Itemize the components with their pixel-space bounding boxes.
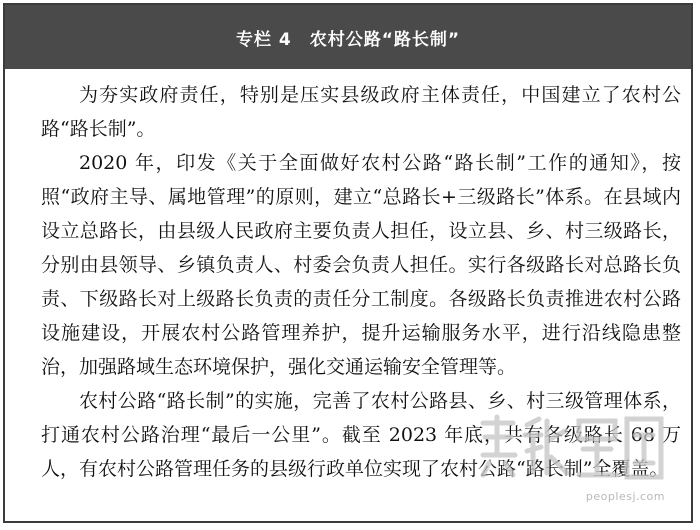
column-box — [3, 3, 693, 523]
column-header — [5, 5, 691, 69]
column-title: 专栏 4 农村公路“路长制” — [235, 29, 461, 50]
paragraph-policy: 2020 年，印发《关于全面做好农村公路“路长制”工作的通知》，按照“政府主导、属地管理”的原则，建立“总路长+三级路长”体系。在县域内设立总路长，由县级人民政府主要负责人担任，设立县、乡、村三级路长，分别由县领导、乡镇负责人、村委会负责人担任。实行各级路长对总路长负责、下级路长对上级路长负责的责任分工制度。各级路长负责推进农村公路设施建设，开展农村公路管理养护，提升运输服务水平，进行沿线隐患整治，加强路域生态环境保护，强化交通运输安全管理等。 — [41, 152, 681, 378]
paragraph-intro: 为夯实政府责任，特别是压实县级政府主体责任，中国建立了农村公路“路长制”。 — [41, 84, 681, 140]
column-body — [41, 78, 681, 486]
paragraph-results: 农村公路“路长制”的实施，完善了农村公路县、乡、村三级管理体系，打通农村公路治理“最后一公里”。截至 2023 年底，共有各级路长 68 万人，有农村公路管理任务的县级行政单位实现了农村公路“路长制”全覆盖。 — [41, 390, 681, 480]
watermark-site-text: peoplesj.com — [585, 490, 665, 503]
